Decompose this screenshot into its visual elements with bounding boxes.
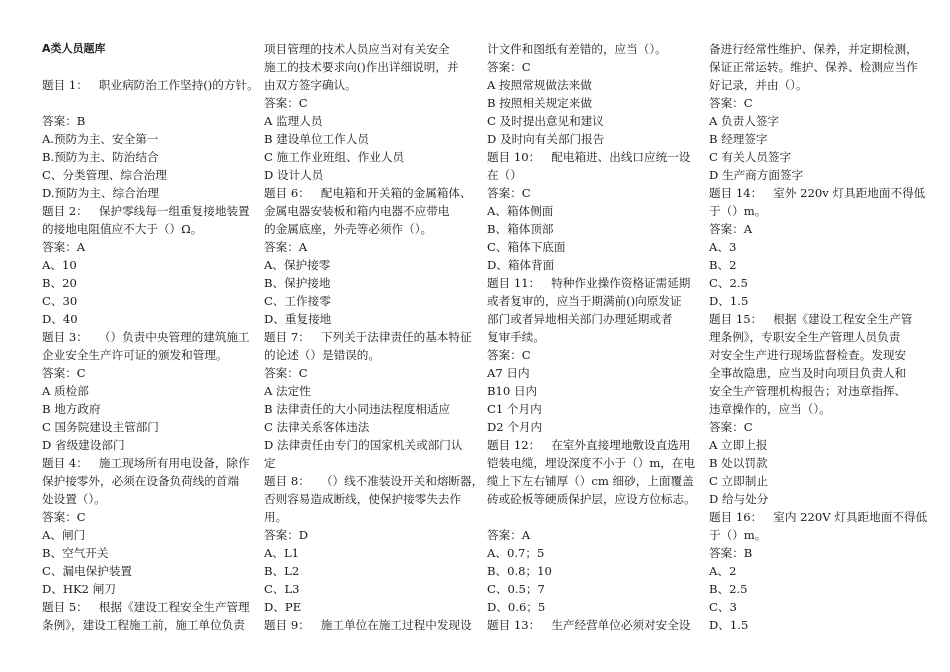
answer-line: 答案：A — [487, 528, 531, 542]
text-line: D、40 — [42, 312, 78, 326]
text-line: 计文件和图纸有差错的，应当（）。 — [487, 42, 667, 56]
question-text: 题目 6： 配电箱和开关箱的金属箱体、 — [264, 186, 472, 200]
answer-line: 答案：C — [487, 186, 531, 200]
text-line: 砖或砼板等硬质保护层，应设方位标志。 — [487, 492, 696, 506]
answer-line: 答案：B — [42, 114, 86, 128]
text-line: 金属电器安装板和箱内电器不应带电 — [264, 204, 450, 218]
text-line: 否则容易造成断线，使保护接零失去作 — [264, 492, 462, 506]
text-line: A 法定性 — [264, 384, 311, 398]
text-line: A 负责人签字 — [709, 114, 780, 128]
answer-line: 答案：A — [709, 222, 753, 236]
question-text: 题目 10： 配电箱进、出线口应统一设 — [487, 150, 691, 164]
text-line: C 有关人员签字 — [709, 150, 792, 164]
text-line: 好记录，并由（）。 — [709, 78, 808, 92]
text-line: C、3 — [709, 600, 737, 614]
text-line — [42, 94, 254, 112]
text-line: 于（）m。 — [709, 528, 767, 542]
answer-line: 答案：A — [42, 240, 86, 254]
text-line: B、2.5 — [709, 582, 748, 596]
question-text: 题目 7： 下列关于法律责任的基本特征 — [264, 330, 472, 344]
text-line: C 国务院建设主管部门 — [42, 420, 159, 434]
question-text: 题目 13： 生产经营单位必须对安全设 — [487, 618, 691, 632]
answer-line: 答案：C — [264, 366, 308, 380]
text-line: D 及时向有关部门报告 — [487, 132, 605, 146]
text-line: A7 日内 — [487, 366, 530, 380]
text-line: D、PE — [264, 600, 302, 614]
text-line: 理条例》，专职安全生产管理人员负责 — [709, 330, 901, 344]
text-line: B.预防为主、防治结合 — [42, 150, 159, 164]
answer-line: 答案：C — [709, 420, 753, 434]
text-line: B 建设单位工作人员 — [264, 132, 369, 146]
text-line: C 法律关系客体违法 — [264, 420, 370, 434]
text-line: B 经理签字 — [709, 132, 768, 146]
text-line: 备进行经常性维护、保养，并定期检测， — [709, 42, 918, 56]
text-line: A、0.7；5 — [487, 546, 545, 560]
text-line: 保证正常运转。维护、保养、检测应当作 — [709, 60, 918, 74]
text-line: C、30 — [42, 294, 78, 308]
text-line: 对安全生产进行现场监督检查。发现安 — [709, 348, 907, 362]
text-line: 企业安全生产许可证的颁发和管理。 — [42, 348, 228, 362]
text-line: 由双方签字确认。 — [264, 78, 357, 92]
text-line: 于（）m。 — [709, 204, 767, 218]
text-line: 铠装电缆，埋设深度不小于（）m，在电 — [487, 456, 696, 470]
text-line: C 施工作业班组、作业人员 — [264, 150, 405, 164]
answer-line: 答案：C — [709, 96, 753, 110]
question-text: 题目 1： 职业病防治工作坚持()的方针。 — [42, 78, 259, 92]
answer-line: 答案：C — [264, 96, 308, 110]
text-line: A、10 — [42, 258, 77, 272]
text-line: D 省级建设部门 — [42, 438, 125, 452]
text-line: 用。 — [264, 510, 288, 524]
text-line: C、漏电保护装置 — [42, 564, 133, 578]
text-line: B、20 — [42, 276, 77, 290]
text-line: B、空气开关 — [42, 546, 109, 560]
text-column-1 — [42, 40, 259, 634]
question-text: 题目 4： 施工现场所有用电设备，除作 — [42, 456, 250, 470]
text-line: A、2 — [709, 564, 737, 578]
text-line: C、工作接零 — [264, 294, 331, 308]
text-line: 保护接零外，必须在设备负荷线的首端 — [42, 474, 240, 488]
text-line: B、保护接地 — [264, 276, 331, 290]
text-line: 条例》，建设工程施工前，施工单位负责 — [42, 618, 245, 632]
answer-line: 答案：C — [42, 510, 86, 524]
text-line: D、HK2 闸刀 — [42, 582, 116, 596]
text-line: B 按照相关规定来做 — [487, 96, 592, 110]
text-line: D.预防为主、综合治理 — [42, 186, 159, 200]
text-line: A 监理人员 — [264, 114, 323, 128]
text-line: C 及时提出意见和建议 — [487, 114, 604, 128]
text-line: D、箱体背面 — [487, 258, 555, 272]
text-line: B、箱体顶部 — [487, 222, 554, 236]
question-text: 题目 8： （）线不准装设开关和熔断器， — [264, 474, 484, 488]
text-line: D 生产商方面签字 — [709, 168, 804, 182]
answer-line: 答案：B — [709, 546, 753, 560]
text-line: B、L2 — [264, 564, 300, 578]
text-line: C、箱体下底面 — [487, 240, 566, 254]
text-line: 缆上下左右铺厚（）cm 细砂，上面覆盖 — [487, 474, 694, 488]
text-line: D2 个月内 — [487, 420, 543, 434]
text-line: 项目管理的技术人员应当对有关安全 — [264, 42, 450, 56]
question-text: 题目 16： 室内 220V 灯具距地面不得低 — [709, 510, 928, 524]
text-line: B 处以罚款 — [709, 456, 768, 470]
text-line — [487, 508, 699, 526]
text-line: C、2.5 — [709, 276, 748, 290]
text-line: D、1.5 — [709, 294, 749, 308]
text-line: C1 个月内 — [487, 402, 542, 416]
text-line — [42, 58, 254, 76]
text-line: 复审手续。 — [487, 330, 545, 344]
text-line: A 按照常规做法来做 — [487, 78, 592, 92]
text-column-2 — [264, 40, 484, 634]
text-line: 安全生产管理机构报告；对违章指挥、 — [709, 384, 907, 398]
text-line: B 地方政府 — [42, 402, 101, 416]
question-text: 题目 14： 室外 220v 灯具距地面不得低 — [709, 186, 926, 200]
text-line: 或者复审的，应当于期满前()向原发证 — [487, 294, 682, 308]
text-line: 施工的技术要求向()作出详细说明，并 — [264, 60, 459, 74]
text-line: C、0.5；7 — [487, 582, 545, 596]
question-text: 题目 15： 根据《建设工程安全生产管 — [709, 312, 913, 326]
question-text: 题目 11： 特种作业操作资格证需延期 — [487, 276, 691, 290]
text-line: D、1.5 — [709, 618, 749, 632]
text-line: D 给与处分 — [709, 492, 769, 506]
text-line: 部门或者异地相关部门办理延期或者 — [487, 312, 673, 326]
text-line: 的金属底座，外壳等必须作（）。 — [264, 222, 433, 236]
text-column-4 — [709, 40, 928, 634]
text-line: C、分类管理、综合治理 — [42, 168, 167, 182]
text-line: A.预防为主、安全第一 — [42, 132, 159, 146]
answer-line: 答案：C — [42, 366, 86, 380]
text-line: D、重复接地 — [264, 312, 332, 326]
text-line: D 设计人员 — [264, 168, 324, 182]
answer-line: 答案：D — [264, 528, 309, 542]
text-line: 定 — [264, 456, 276, 470]
text-line: B、2 — [709, 258, 737, 272]
text-line: B 法律责任的大小同违法程度相适应 — [264, 402, 451, 416]
answer-line: 答案：C — [487, 60, 531, 74]
text-line: D、0.6；5 — [487, 600, 546, 614]
text-line: A 立即上报 — [709, 438, 768, 452]
question-text: 题目 2： 保护零线每一组重复接地装置 — [42, 204, 250, 218]
text-line: A、箱体侧面 — [487, 204, 554, 218]
question-text: 题目 9： 施工单位在施工过程中发现设 — [264, 618, 472, 632]
text-line: 处设置（）。 — [42, 492, 106, 506]
text-line: D 法律责任由专门的国家机关或部门认 — [264, 438, 463, 452]
text-line: 在（） — [487, 168, 522, 182]
text-column-3 — [487, 40, 699, 634]
text-line: B10 日内 — [487, 384, 538, 398]
text-line: A、L1 — [264, 546, 300, 560]
text-line: C、L3 — [264, 582, 300, 596]
text-line: 全事故隐患，应当及时向项目负责人和 — [709, 366, 907, 380]
text-line: A、3 — [709, 240, 737, 254]
document-title: A类人员题库 — [42, 42, 106, 55]
text-line: A 质检部 — [42, 384, 89, 398]
question-text: 题目 3： （）负责中央管理的建筑施工 — [42, 330, 250, 344]
text-line: B、0.8；10 — [487, 564, 552, 578]
text-line: 违章操作的，应当（）。 — [709, 402, 831, 416]
text-line: C 立即制止 — [709, 474, 768, 488]
text-line: 的接地电阻值应不大于（）Ω。 — [42, 222, 203, 236]
text-line: 的论述（）是错误的。 — [264, 348, 380, 362]
text-line: A、闸门 — [42, 528, 86, 542]
text-line: A、保护接零 — [264, 258, 331, 272]
answer-line: 答案：C — [487, 348, 531, 362]
question-text: 题目 12： 在室外直接埋地敷设直选用 — [487, 438, 691, 452]
answer-line: 答案：A — [264, 240, 308, 254]
question-text: 题目 5： 根据《建设工程安全生产管理 — [42, 600, 250, 614]
